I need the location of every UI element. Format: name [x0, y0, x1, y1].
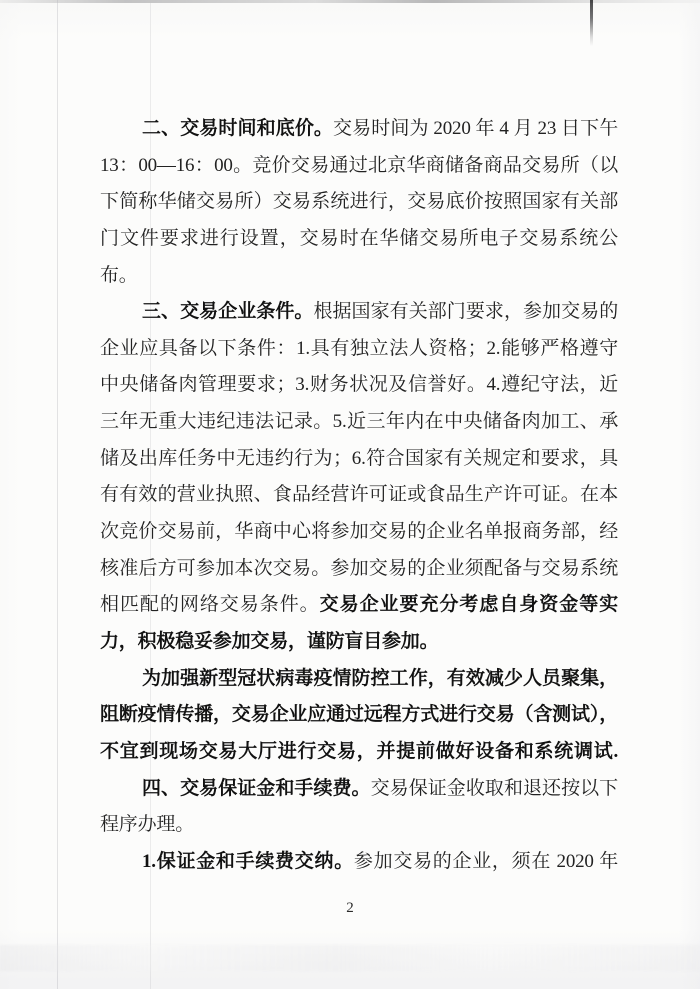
text-line: [100, 367, 618, 404]
text-segment: 企业应具备以下条件：1.具有独立法人资格；2.能够严格遵守: [100, 337, 618, 359]
bold-text-segment: 力，积极稳妥参加交易，谨防盲目参加。: [100, 630, 439, 652]
text-segment: 有有效的营业执照、食品经营许可证或食品生产许可证。在本: [100, 484, 618, 506]
text-segment: 核准后方可参加本次交易。参加交易的企业须配备与交易系统: [100, 557, 618, 579]
scan-artifact-dark-tick: [590, 0, 593, 46]
text-segment: 门文件要求进行设置，交易时在华储交易所电子交易系统公: [100, 227, 618, 249]
text-segment: 储及出库任务中无违约行为；6.符合国家有关规定和要求，具: [100, 447, 618, 469]
text-segment: 交易时间为 2020 年 4 月 23 日下午: [333, 118, 618, 139]
bold-text-segment: 交易企业要充分考虑自身资金等实: [319, 594, 618, 616]
text-segment: 参加交易的企业，须在 2020 年: [353, 850, 618, 872]
text-line: [100, 148, 618, 185]
text-segment: 三年无重大违纪违法记录。5.近三年内在中央储备肉加工、承: [100, 411, 618, 433]
text-segment: 13：00—16：00。竞价交易通过北京华商储备商品交易所（以: [100, 154, 618, 176]
bold-text-segment: 阻断疫情传播，交易企业应通过远程方式进行交易（含测试），: [100, 704, 618, 726]
text-line: [100, 258, 618, 295]
text-line: [100, 587, 618, 624]
bold-text-segment: 三、交易企业条件。: [142, 301, 314, 323]
scan-artifact-top-edge: [0, 0, 700, 3]
text-line: [100, 404, 618, 441]
page-number: 2: [346, 900, 354, 916]
text-segment: 中央储备肉管理要求；3.财务状况及信誉好。4.遵纪守法，近: [100, 374, 618, 396]
text-segment: 根据国家有关部门要求，参加交易的: [313, 301, 618, 323]
text-line: [100, 184, 618, 221]
text-segment: 布。: [100, 264, 138, 286]
bold-text-segment: 四、交易保证金和手续费。: [142, 777, 371, 799]
text-line: [100, 624, 618, 661]
text-line: [100, 477, 618, 514]
text-line: [100, 551, 618, 588]
bold-text-segment: 二、交易时间和底价。: [142, 118, 334, 139]
text-segment: 交易保证金收取和退还按以下: [370, 777, 618, 799]
text-line: [100, 697, 618, 734]
text-segment: 次竞价交易前，华商中心将参加交易的企业名单报商务部，经: [100, 521, 618, 543]
text-line: [100, 441, 618, 478]
text-line: [100, 514, 618, 551]
text-line: [100, 661, 618, 698]
bold-text-segment: 1.保证金和手续费交纳。: [142, 850, 354, 872]
text-line: [100, 331, 618, 368]
document-body: [100, 111, 618, 880]
text-line: [100, 734, 618, 771]
bold-text-segment: 不宜到现场交易大厅进行交易，并提前做好设备和系统调试.: [100, 740, 618, 762]
text-line: [100, 111, 618, 148]
text-line: [100, 221, 618, 258]
scan-artifact-vertical-streak: [57, 0, 58, 989]
text-line: [100, 807, 618, 844]
text-line: [100, 844, 618, 881]
bold-text-segment: 为加强新型冠状病毒疫情防控工作，有效减少人员聚集，: [142, 667, 618, 689]
text-segment: 下简称华储交易所）交易系统进行，交易底价按照国家有关部: [100, 191, 618, 213]
text-line: [100, 771, 618, 808]
text-segment: 程序办理。: [100, 814, 195, 836]
text-line: [100, 294, 618, 331]
scan-artifact-bottom-mottle: [0, 945, 700, 971]
text-segment: 相匹配的网络交易条件。: [100, 594, 320, 616]
